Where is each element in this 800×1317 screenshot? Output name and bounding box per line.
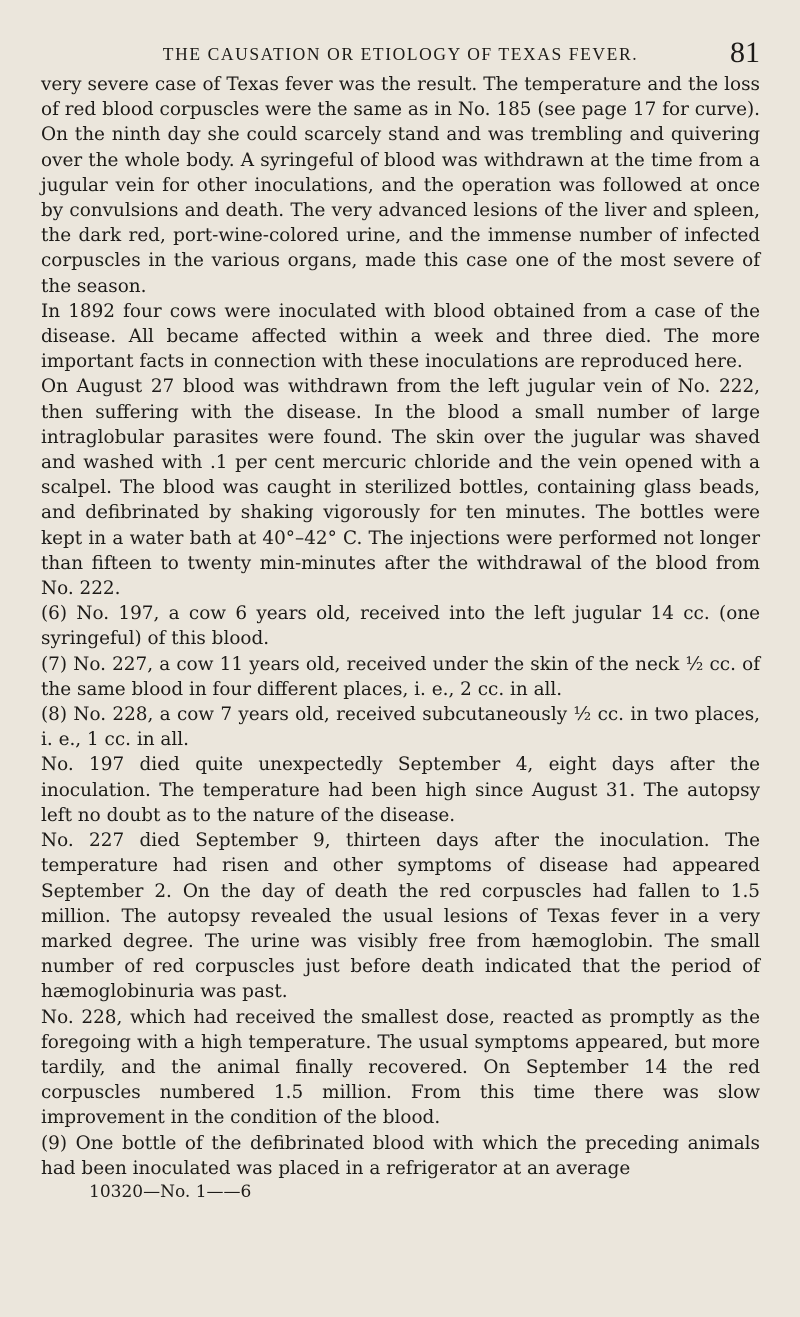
signature-mark: 10320—No. 1——6 xyxy=(89,1181,252,1202)
paragraph: (9) One bottle of the defibrinated blood with which the preceding animals had been inoculated was placed in a refrigerator at an average xyxy=(41,1132,760,1179)
paragraph: No. 227 died September 9, thirteen days after the inoculation. The temperature had risen and other symptoms of disease had appeared September 2. On the day of death the red corpuscles had fallen to 1.5 million. The autopsy revealed the usual lesions of Texas fever in a very marked degree. The urine was visibly free from hæmoglobin. The small number of red corpuscles just before death indicated that the period of hæmoglobinuria was past. xyxy=(41,830,760,1003)
paragraph: On August 27 blood was withdrawn from the left jugular vein of No. 222, then suffering with the disease. In the blood a small number of large intraglobular parasites were found. The skin over the jugular was shaved and washed with .1 per cent mercuric chloride and the vein opened with a scalpel. The blood was caught in sterilized bottles, containing glass beads, and defibrinated by shaking vigorously for ten minutes. The bottles were kept in a water bath at 40°–42° C. The injections were performed not longer than fifteen to twenty min-minutes after the withdrawal of the blood from No. 222. xyxy=(41,376,760,600)
paragraph: (7) No. 227, a cow 11 years old, received under the skin of the neck ½ cc. of the same blood in four different places, i. e., 2 cc. in all. xyxy=(41,653,760,700)
paragraph: (6) No. 197, a cow 6 years old, received into the left jugular 14 cc. (one syringeful) of this blood. xyxy=(41,603,760,650)
running-title: THE CAUSATION OR ETIOLOGY OF TEXAS FEVER. xyxy=(162,44,639,64)
running-head xyxy=(41,38,760,72)
paragraph: No. 228, which had received the smallest dose, reacted as promptly as the foregoing with a high temperature. The usual symptoms appeared, but more tardily, and the animal finally recovered. On September 14 the red corpuscles numbered 1.5 million. From this time there was slow improvement in the condition of the blood. xyxy=(41,1006,760,1129)
paragraph: very severe case of Texas fever was the result. The temperature and the loss of red blood corpuscles were the same as in No. 185 (see page 17 for curve). On the ninth day she could scarcely stand and was trembling and quivering over the whole body. A syringeful of blood was withdrawn at the time from a jugular vein for other inoculations, and the operation was followed at once by convulsions and death. The very advanced lesions of the liver and spleen, the dark red, port-wine-colored urine, and the immense number of infected corpuscles in the various organs, made this case one of the most severe of the season. xyxy=(41,74,760,297)
body-text xyxy=(41,72,760,1181)
page-number: 81 xyxy=(730,36,760,69)
paragraph: In 1892 four cows were inoculated with blood obtained from a case of the disease. All became affected within a week and three died. The more important facts in connection with these inoculations are reproduced here. xyxy=(41,300,760,373)
paragraph: (8) No. 228, a cow 7 years old, received subcutaneously ½ cc. in two places, i. e., 1 cc. in all. xyxy=(41,704,760,751)
paragraph: No. 197 died quite unexpectedly September 4, eight days after the inoculation. The temperature had been high since August 31. The autopsy left no doubt as to the nature of the disease. xyxy=(41,754,760,826)
